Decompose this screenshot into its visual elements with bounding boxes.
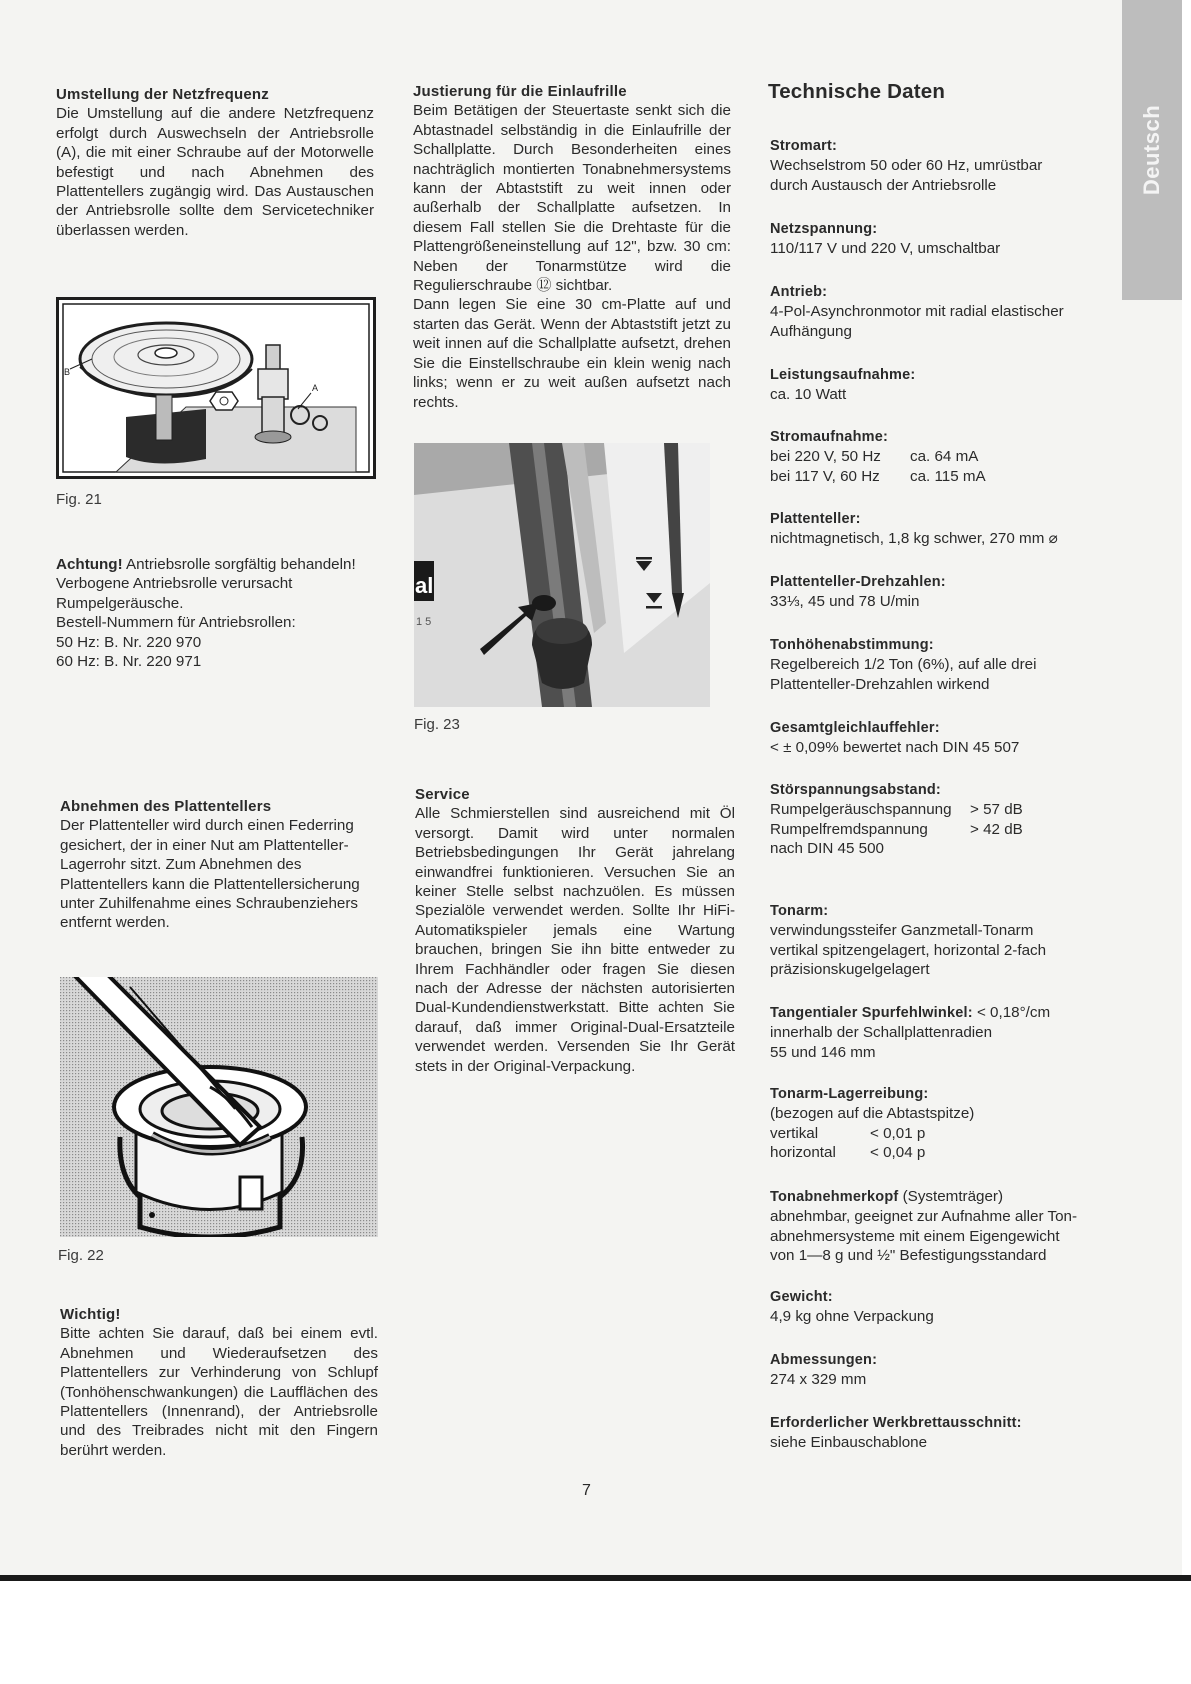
fig22-illustration [60, 977, 378, 1237]
scan-edge [0, 1575, 1191, 1581]
spec-plattenteller [770, 510, 1110, 549]
einlaufrille-body2: Dann legen Sie eine 30 cm-Platte auf und starten das Gerät. Wenn der Abtaststift jetzt zu weit innen auf die Schallplatte aufsetzt, drehen Sie die Einstellschraube ein klein wenig nach links; wenn er zu weit außen aufsetzt nach rechts. [413, 296, 731, 411]
spec-drehzahlen-label: Plattenteller-Drehzahlen: [770, 574, 946, 590]
spec-netzspannung-label: Netzspannung: [770, 221, 878, 237]
spec-stoerspannung [770, 781, 1110, 859]
achtung-text [56, 555, 386, 613]
spec-tonarm-line-1: verwindungssteifer Ganzmetall-Tonarm [770, 922, 1034, 940]
spec-lagerreibung-row-1-value: < 0,01 p [870, 1124, 926, 1142]
spec-stoerspannung-row-1-value: > 57 dB [970, 801, 1023, 819]
fig23-model-fragment: 1 5 [416, 616, 432, 628]
spec-abmessungen-line-1: 274 x 329 mm [770, 1371, 867, 1389]
spec-stromaufnahme [770, 428, 1110, 486]
spec-plattenteller-line-1: nichtmagnetisch, 1,8 kg schwer, 270 mm ⌀ [770, 530, 1058, 548]
spec-tonhoehe [770, 636, 1110, 694]
spec-tonabnehmerkopf-line-2: abnehmersysteme mit einem Eigengewicht [770, 1227, 1060, 1245]
spec-lagerreibung-row-1 [770, 1124, 1110, 1143]
achtung-section [56, 555, 386, 671]
spec-drehzahlen [770, 573, 1110, 612]
spec-gewicht [770, 1288, 1110, 1327]
spec-stromart-label: Stromart: [770, 138, 838, 154]
spec-netzspannung-line-1: 110/117 V und 220 V, umschaltbar [770, 240, 1001, 258]
spec-abmessungen [770, 1351, 1110, 1390]
spec-antrieb-line-1: 4-Pol-Asynchronmotor mit radial elastischer [770, 303, 1064, 321]
spec-tonabnehmerkopf-label-suffix: (Systemträger) [898, 1188, 1004, 1205]
spec-tonabnehmerkopf-label: Tonabnehmerkopf [770, 1189, 899, 1205]
spec-stromaufnahme-row-1 [770, 447, 1110, 466]
fig21-illustration [56, 297, 376, 479]
spec-werkbrett-label: Erforderlicher Werkbrettausschnitt: [770, 1415, 1022, 1431]
spec-lagerreibung-row-2 [770, 1143, 1110, 1162]
einlaufrille-body: Beim Betätigen der Steuertaste senkt sich die Abtastnadel selbständig in die Einlaufrille der Schallplatte. Durch Besonderheiten eines nachträglich montierten Tonabnehmersystems kann der Abtaststift zu weit innen oder außerhalb der Schallplatte aufsetzen. In diesem Fall stellen Sie die Drehtaste für die Plattengrößeneinstellung auf 12", bzw. 30 cm: Neben der Tonarmstütze wird die Regulierschraube ⑫ sichtbar. [413, 102, 731, 295]
spec-tonhoehe-line-1: Regelbereich 1/2 Ton (6%), auf alle drei [770, 656, 1037, 674]
spec-lagerreibung-line-1: (bezogen auf die Abtastspitze) [770, 1105, 975, 1123]
spec-stoerspannung-label: Störspannungsabstand: [770, 782, 941, 798]
plattenteller-body: Der Plattenteller wird durch einen Federring gesichert, der in einer Nut am Plattenteller-Lagerrohr sitzt. Zum Abnehmen des Plattentellers kann die Plattentellersicherung unter Zuhilfenahme eines Schraubenziehers entfernt werden. [60, 817, 360, 932]
einlaufrille-heading: Justierung für die Einlaufrille [413, 83, 627, 100]
spec-tonhoehe-label: Tonhöhenabstimmung: [770, 637, 934, 653]
spec-tonabnehmerkopf [770, 1187, 1110, 1266]
language-tab-label [1122, 0, 1182, 300]
netzfrequenz-section [56, 85, 374, 240]
achtung-lead: Achtung! [56, 556, 123, 573]
fig21-label-a: A [312, 383, 319, 393]
spec-lagerreibung-row-2-value: < 0,04 p [870, 1144, 926, 1162]
page-number: 7 [582, 1482, 591, 1499]
spec-stromaufnahme-row-2-value: ca. 115 mA [910, 467, 986, 485]
spec-tonarm-line-3: präzisionskugelgelagert [770, 961, 930, 979]
spec-leistung-label: Leistungsaufnahme: [770, 367, 916, 383]
spec-gleichlauf-label: Gesamtgleichlauffehler: [770, 720, 940, 736]
order-number-60hz: 60 Hz: B. Nr. 220 971 [56, 653, 202, 671]
fig21-caption: Fig. 21 [56, 491, 102, 508]
spec-lagerreibung-row-2-key: horizontal [770, 1144, 836, 1162]
tech-data-title: Technische Daten [768, 80, 946, 103]
spec-stoerspannung-line-1: nach DIN 45 500 [770, 840, 884, 858]
spec-antrieb-label: Antrieb: [770, 284, 828, 300]
plattenteller-section [60, 797, 378, 933]
service-section [415, 785, 735, 1076]
spec-plattenteller-label: Plattenteller: [770, 511, 861, 527]
netzfrequenz-heading: Umstellung der Netzfrequenz [56, 86, 269, 103]
fig21-label-b: B [64, 367, 71, 377]
fig23-caption: Fig. 23 [414, 716, 460, 733]
service-heading: Service [415, 786, 470, 803]
achtung-body: Antriebsrolle sorgfältig behandeln! Verbogene Antriebsrolle verursacht Rumpelgeräusche. [56, 556, 356, 612]
spec-stromaufnahme-row-2-key: bei 117 V, 60 Hz [770, 467, 880, 485]
spec-stromart-line-1: Wechselstrom 50 oder 60 Hz, umrüstbar [770, 157, 1043, 175]
spec-stoerspannung-row-2-value: > 42 dB [970, 820, 1023, 838]
spec-stoerspannung-row-2 [770, 820, 1110, 839]
fig22-caption: Fig. 22 [58, 1247, 104, 1264]
spec-netzspannung [770, 220, 1110, 259]
spec-gleichlauf [770, 719, 1110, 758]
spec-stromart [770, 137, 1110, 195]
spec-gewicht-line-1: 4,9 kg ohne Verpackung [770, 1308, 934, 1326]
spec-drehzahlen-line-1: 33⅓, 45 und 78 U/min [770, 593, 920, 611]
order-number-50hz: 50 Hz: B. Nr. 220 970 [56, 633, 202, 651]
wichtig-body: Bitte achten Sie darauf, daß bei einem evtl. Abnehmen und Wiederaufsetzen des Plattentellers zur Verhinderung von Schlupf (Tonhöhenschwankungen) die Laufflächen des Plattentellers (Innenrand), der Antriebsrolle und des Treibrades nicht mit den Fingern berührt werden. [60, 1325, 378, 1459]
spec-spurfehler-label: Tangentialer Spurfehlwinkel: [770, 1005, 973, 1021]
fig23-illustration [414, 443, 710, 707]
plattenteller-heading: Abnehmen des Plattentellers [60, 798, 272, 815]
spec-werkbrett [770, 1414, 1110, 1453]
spec-lagerreibung-row-1-key: vertikal [770, 1124, 819, 1142]
spec-spurfehler [770, 1003, 1110, 1062]
spec-abmessungen-label: Abmessungen: [770, 1352, 878, 1368]
spec-stromaufnahme-row-1-key: bei 220 V, 50 Hz [770, 448, 881, 466]
spec-spurfehler-line-2: 55 und 146 mm [770, 1043, 876, 1061]
spec-gleichlauf-line-1: < ± 0,09% bewertet nach DIN 45 507 [770, 739, 1020, 757]
spec-tonarm-label: Tonarm: [770, 903, 829, 919]
fig23-brand-fragment: al [415, 573, 434, 598]
spec-leistung [770, 366, 1110, 405]
spec-stromaufnahme-row-2 [770, 467, 1110, 486]
spec-lagerreibung [770, 1085, 1110, 1163]
spec-lagerreibung-label: Tonarm-Lagerreibung: [770, 1086, 929, 1102]
spec-stromaufnahme-label: Stromaufnahme: [770, 429, 889, 445]
spec-spurfehler-line-1: innerhalb der Schallplattenradien [770, 1024, 993, 1042]
spec-stoerspannung-row-1 [770, 800, 1110, 819]
wichtig-section [60, 1305, 378, 1460]
spec-spurfehler-value: < 0,18°/cm [972, 1004, 1051, 1021]
spec-stromaufnahme-row-1-value: ca. 64 mA [910, 448, 979, 466]
spec-leistung-line-1: ca. 10 Watt [770, 386, 847, 404]
spec-tonarm [770, 902, 1110, 980]
service-body: Alle Schmierstellen sind ausreichend mit Öl versorgt. Damit wird unter normalen Betriebsbedingungen Ihr Gerät jahrelang einwandfrei funktionieren. Versuchen Sie an keiner Stelle selbst nachzuölen. Es müssen Spezialöle verwendet werden. Sollte Ihr HiFi-Automatikspieler jemals eine Wartung brauchen, bringen Sie ihn bitte entweder zu Ihrem Fachhändler oder fragen Sie diesen nach der Adresse der nächsten autorisierten Dual-Kundendienstwerkstatt. Bitte achten Sie darauf, daß immer Original-Dual-Ersatzteile verwendet werden. Versenden Sie Ihr Gerät stets in der Original-Verpackung. [415, 805, 735, 1075]
language-tab-text: Deutsch [1139, 104, 1165, 196]
spec-werkbrett-line-1: siehe Einbauschablone [770, 1434, 928, 1452]
spec-antrieb [770, 283, 1110, 341]
spec-tonabnehmerkopf-line-3: von 1—8 g und ½" Befestigungsstandard [770, 1247, 1047, 1265]
spec-gewicht-label: Gewicht: [770, 1289, 833, 1305]
wichtig-heading: Wichtig! [60, 1306, 121, 1323]
order-numbers-title: Bestell-Nummern für Antriebsrollen: [56, 614, 296, 632]
spec-antrieb-line-2: Aufhängung [770, 322, 852, 340]
spec-tonhoehe-line-2: Plattenteller-Drehzahlen wirkend [770, 675, 990, 693]
spec-tonabnehmerkopf-line-1: abnehmbar, geeignet zur Aufnahme aller Ton- [770, 1208, 1078, 1226]
einlaufrille-section [413, 82, 731, 412]
spec-stoerspannung-row-2-key: Rumpelfremdspannung [770, 820, 928, 838]
spec-tonarm-line-2: vertikal spitzengelagert, horizontal 2-fach [770, 941, 1047, 959]
netzfrequenz-body: Die Umstellung auf die andere Netzfrequenz erfolgt durch Auswechseln der Antriebsrolle (A), die mit einer Schraube auf der Motorwelle befestigt und nach Abnehmen des Plattentellers zugängig wird. Das Austauschen der Antriebsrolle sollte dem Servicetechniker überlassen werden. [56, 105, 374, 239]
spec-stromart-line-2: durch Austausch der Antriebsrolle [770, 176, 997, 194]
spec-stoerspannung-row-1-key: Rumpelgeräuschspannung [770, 801, 952, 819]
